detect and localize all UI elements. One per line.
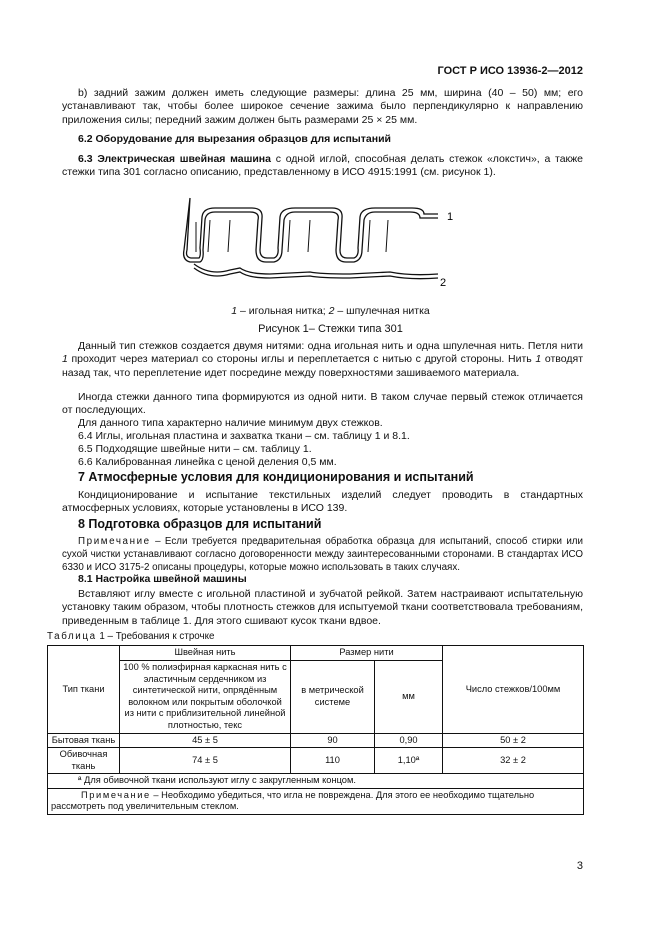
header-mm: мм (375, 660, 443, 733)
section-6-3-heading: 6.3 Электрическая швейная машина (78, 153, 271, 165)
table-header-row (48, 646, 584, 661)
cell-metric: 110 (291, 748, 375, 774)
header-fabric: Тип ткани (48, 646, 120, 734)
page-number: 3 (576, 860, 583, 872)
section-8-heading: 8 Подготовка образцов для испытаний (78, 517, 322, 531)
stitch-text-a: Данный тип стежков создается двумя нитями: одна игольная нить и одна шпулечная нить. Петля нити (78, 340, 583, 352)
table-footnote-row (48, 774, 584, 789)
note-label: Примечание (78, 536, 151, 547)
legend-num-2: 2 (328, 305, 335, 317)
paragraph-b: b) задний зажим должен иметь следующие размеры: длина 25 мм, ширина (40 – 50) мм; его устанавливают так, чтобы более широкое сечение зажима было перпендикулярно к направлению приложения силы; передний зажим должен быть размерами 25 × 25 мм. (62, 87, 583, 126)
cell-count: 32 ± 2 (443, 748, 584, 774)
stitch-num-1: 1 (62, 353, 68, 366)
paragraph-7: Кондиционирование и испытание текстильных изделий следует проводить в стандартных атмосферных условиях, которые установлены в ИСО 139. (62, 489, 583, 515)
paragraph-stitch-type (62, 340, 583, 380)
section-6-3-text: с одной иглой, способная делать стежок «локстич», а также стежки типа 301 согласно описанию, представленному в ИСО 4915:1991 (см. рисунок 1). (62, 153, 583, 179)
paragraph-min: Для данного типа характерно наличие минимум двух стежков. (78, 417, 383, 429)
table-row (48, 748, 584, 774)
paragraph-sometimes: Иногда стежки данного типа формируются из одной нити. В таком случае первый стежок отличается от последующих. (62, 391, 583, 417)
section-6-2-heading: 6.2 Оборудование для вырезания образцов для испытаний (78, 133, 391, 145)
note-8 (62, 535, 583, 574)
note-text: – Если требуется предварительная обработка образца для испытаний, способ стирки или сухой чистки устанавливают согласно договоренности между заинтересованными сторонами. В стандартах ИСО 6330 и ИСО 3175-2 описаны процедуры, которые можно использовать в таких случаях. (62, 536, 583, 573)
table-footnote: ª Для обивочной ткани используют иглу с закругленным концом. (48, 774, 584, 789)
figure-legend (0, 305, 661, 317)
section-8-1-heading: 8.1 Настройка швейной машины (78, 573, 247, 585)
legend-num-1: 1 (231, 305, 238, 317)
table-note-text: – Необходимо убедиться, что игла не повреждена. Для этого ее необходимо тщательно рассмотреть под увеличительным стеклом. (51, 789, 535, 811)
cell-tex: 45 ± 5 (120, 733, 291, 748)
item-6-6: 6.6 Калиброванная линейка с ценой деления 0,5 мм. (78, 456, 337, 468)
cell-count: 50 ± 2 (443, 733, 584, 748)
cell-metric: 90 (291, 733, 375, 748)
stitch-text-c: отводят назад так, что переплетение идет посредине между поверхностями зашиваемого материала. (62, 353, 583, 379)
header-thread-desc: 100 % полиэфирная каркасная нить с эластичным сердечником из синтетической нити, опрядённым волокном или покрытым оболочкой из нити с приблизительной линейной плотностью, текс (120, 660, 291, 733)
cell-fabric: Обивочная ткань (48, 748, 120, 774)
figure-caption: Рисунок 1– Стежки типа 301 (258, 323, 403, 335)
cell-mm: 1,10ª (375, 748, 443, 774)
header-thread: Швейная нить (120, 646, 291, 661)
legend-text-2: – шпулечная нитка (334, 305, 430, 317)
header-size: Размер нити (291, 646, 443, 661)
table-title: 1 – Требования к строчке (96, 631, 215, 642)
requirements-table (47, 645, 584, 815)
table-note (48, 788, 584, 814)
fig-label-2: 2 (440, 277, 447, 289)
stitch-num-2: 1 (535, 353, 542, 366)
table-caption (47, 631, 214, 642)
header-metric: в метрической системе (291, 660, 375, 733)
legend-text-1: – игольная нитка; (237, 305, 329, 317)
item-6-5: 6.5 Подходящие швейные нити – см. таблицу 1. (78, 443, 312, 455)
section-7-heading: 7 Атмосферные условия для кондиционирования и испытаний (78, 470, 474, 484)
section-6-3 (62, 153, 583, 180)
paragraph-8-1: Вставляют иглу вместе с игольной пластиной и зубчатой рейкой. Затем настраивают испытательную установку таким образом, чтобы плотность стежков для испытуемой ткани соответствовала требованиям, приведенным в таблице 1. Для этого сшивают кусок ткани вдвое. (62, 588, 583, 627)
table-label: Таблица (47, 631, 97, 642)
fig-label-1: 1 (447, 211, 454, 223)
header-count: Число стежков/100мм (443, 646, 584, 734)
item-6-4: 6.4 Иглы, игольная пластина и захватка ткани – см. таблицу 1 и 8.1. (78, 430, 410, 442)
stitch-text-b: проходит через материал со стороны иглы и переплетается с нитью с другой стороны. Нить (67, 353, 536, 366)
table-note-label: Примечание (81, 789, 151, 800)
stitch-figure (170, 190, 470, 290)
table-row (48, 733, 584, 748)
page-header: ГОСТ Р ИСО 13936-2—2012 (437, 65, 583, 77)
cell-tex: 74 ± 5 (120, 748, 291, 774)
cell-fabric: Бытовая ткань (48, 733, 120, 748)
table-note-row (48, 788, 584, 814)
cell-mm: 0,90 (375, 733, 443, 748)
